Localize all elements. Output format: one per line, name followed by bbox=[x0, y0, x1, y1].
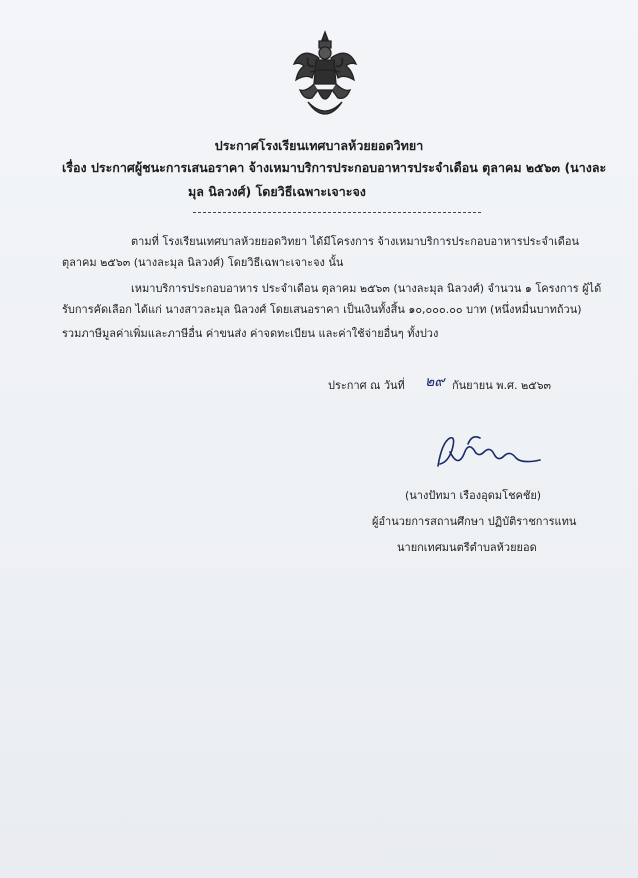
signatory-position-1: ผู้อำนวยการสถานศึกษา ปฏิบัติราชการแทน bbox=[372, 515, 577, 528]
subject-line-2: มุล นิลวงศ์) โดยวิธีเฉพาะเจาะจง bbox=[188, 184, 366, 199]
paragraph-2-line-1: เหมาบริการประกอบอาหาร ประจำเดือน ตุลาคม ๒๕๖๓ (นางละมุล นิลวงศ์) จำนวน ๑ โครงการ ผู้ได้ bbox=[131, 282, 602, 295]
page-title: ประกาศโรงเรียนเทศบาลห้วยยอดวิทยา bbox=[214, 138, 424, 153]
signature-image bbox=[428, 428, 548, 474]
paragraph-2-line-3: รวมภาษีมูลค่าเพิ่มและภาษีอื่น ค่าขนส่ง ค่าจดทะเบียน และค่าใช้จ่ายอื่นๆ ทั้งปวง bbox=[62, 327, 439, 340]
announce-day-handwritten: ๒๙ bbox=[425, 374, 445, 390]
paragraph-1-line-2: ตุลาคม ๒๕๖๓ (นางละมุล นิลวงศ์) โดยวิธีเฉพาะเจาะจง นั้น bbox=[62, 256, 344, 269]
subject-line-1: เรื่อง ประกาศผู้ชนะการเสนอราคา จ้างเหมาบริการประกอบอาหารประจำเดือน ตุลาคม ๒๕๖๓ (นางละ bbox=[62, 160, 607, 175]
signatory-position-2: นายกเทศมนตรีตำบลห้วยยอด bbox=[397, 541, 537, 554]
paragraph-2-line-2: รับการคัดเลือก ได้แก่ นางสาวละมุล นิลวงศ์ โดยเสนอราคา เป็นเงินทั้งสิ้น ๑๐,๐๐๐.๐๐ บาท (หนึ่งหมื่นบาทถ้วน) bbox=[62, 303, 582, 316]
garuda-emblem-icon bbox=[288, 28, 362, 122]
paragraph-1-line-1: ตามที่ โรงเรียนเทศบาลห้วยยอดวิทยา ได้มีโครงการ จ้างเหมาบริการประกอบอาหารประจำเดือน bbox=[131, 235, 580, 248]
announce-date-suffix: กันยายน พ.ศ. ๒๕๖๓ bbox=[452, 379, 552, 392]
signatory-name: (นางปัทมา เรืองอุดมโชคชัย) bbox=[405, 489, 542, 502]
announce-date-prefix: ประกาศ ณ วันที่ bbox=[328, 379, 405, 392]
separator-rule bbox=[193, 212, 481, 213]
